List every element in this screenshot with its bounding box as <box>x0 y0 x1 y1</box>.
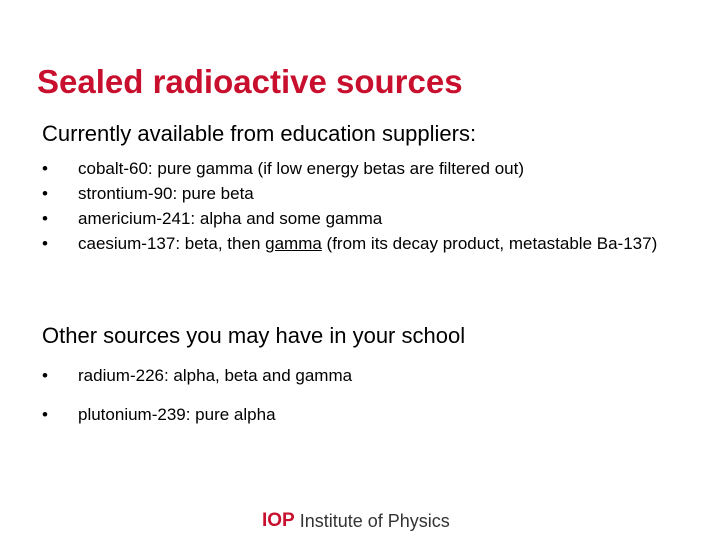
list-item <box>42 181 682 206</box>
bullet: • <box>42 366 48 385</box>
list-item-text: strontium-90: pure beta <box>78 184 254 203</box>
list-item-text: cobalt-60: pure gamma (if low energy betas are filtered out) <box>78 159 525 178</box>
list-item <box>42 206 682 231</box>
list-item-text: radium-226: alpha, beta and gamma <box>78 366 353 385</box>
list-item <box>42 402 682 427</box>
supplier-sources-list <box>42 156 682 256</box>
bullet: • <box>42 209 48 228</box>
slide-title: Sealed radioactive sources <box>37 63 463 100</box>
section-heading-suppliers: Currently available from education suppliers: <box>42 121 477 146</box>
list-item <box>42 231 682 256</box>
iop-logo <box>262 508 450 534</box>
list-item-text-before: caesium-137: beta, then <box>78 234 266 253</box>
school-sources-list <box>42 363 682 441</box>
bullet: • <box>42 405 48 424</box>
list-item <box>42 156 682 181</box>
list-item-text: plutonium-239: pure alpha <box>78 405 276 424</box>
gamma-link[interactable]: gamma <box>265 234 322 253</box>
bullet: • <box>42 184 48 203</box>
logo-text: Institute of Physics <box>299 510 450 531</box>
list-item-text-after: (from its decay product, metastable Ba-137) <box>321 234 658 253</box>
section-heading-school: Other sources you may have in your school <box>42 323 466 348</box>
list-item <box>42 363 682 388</box>
logo-mark: IOP <box>262 510 295 531</box>
list-item-text: americium-241: alpha and some gamma <box>78 209 383 228</box>
bullet: • <box>42 159 48 178</box>
bullet: • <box>42 234 48 253</box>
